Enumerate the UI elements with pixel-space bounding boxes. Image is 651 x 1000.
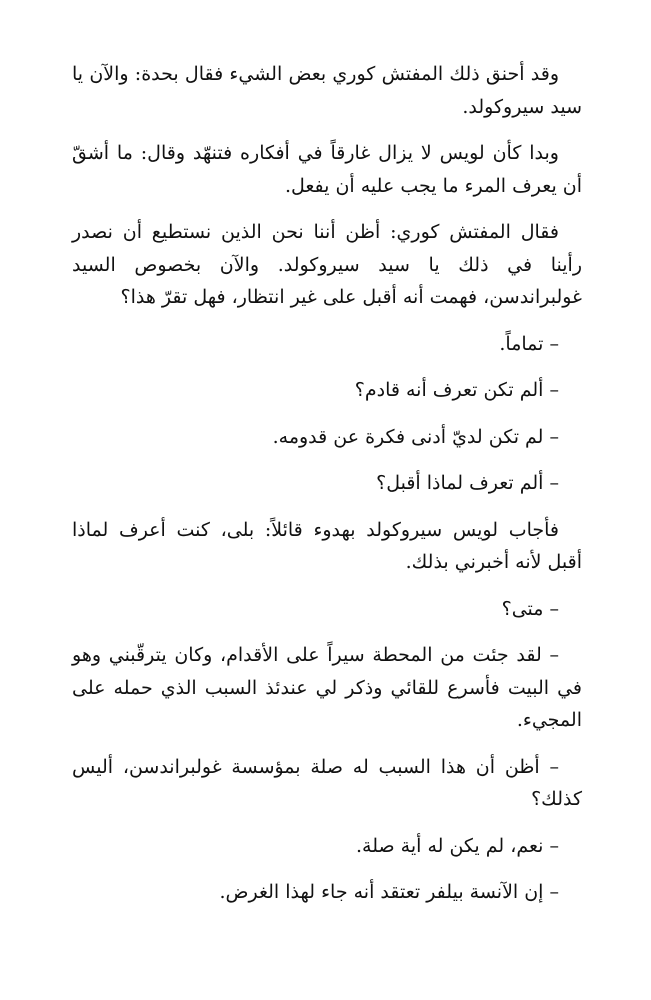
dialogue-line: – إن الآنسة بيلفر تعتقد أنه جاء لهذا الغرض. bbox=[219, 881, 559, 903]
paragraph: فقال المفتش كوري: أظن أننا نحن الذين نستطيع أن نصدر رأينا في ذلك يا سيد سيروكولد. والآن بخصوص السيد غولبراندسن، فهمت أنه أقبل على غير انتظار، فهل تقرّ هذا؟ bbox=[72, 221, 582, 308]
paragraph: وبدا كأن لويس لا يزال غارقاً في أفكاره فتنهّد وقال: ما أشقّ أن يعرف المرء ما يجب عليه أن يفعل. bbox=[72, 142, 582, 197]
dialogue-line: – نعم، لم يكن له أية صلة. bbox=[355, 834, 559, 857]
dialogue-line: – ألم تعرف لماذا أقبل؟ bbox=[376, 472, 559, 494]
paragraph: فأجاب لويس سيروكولد بهدوء قائلاً: بلى، كنت أعرف لماذا أقبل لأنه أخبرني بذلك. bbox=[72, 518, 582, 573]
book-page-text bbox=[72, 58, 582, 923]
dialogue-line: – ألم تكن تعرف أنه قادم؟ bbox=[354, 379, 559, 401]
paragraph: وقد أحنق ذلك المفتش كوري بعض الشيء فقال بحدة: والآن يا سيد سيروكولد. bbox=[72, 63, 582, 118]
dialogue-line: – أظن أن هذا السبب له صلة بمؤسسة غولبراندسن، أليس كذلك؟ bbox=[72, 755, 582, 810]
dialogue-line: – لم تكن لديّ أدنى فكرة عن قدومه. bbox=[272, 425, 559, 448]
dialogue-line: – لقد جئت من المحطة سيراً على الأقدام، وكان يترقّبني وهو في البيت فأسرع للقائي وذكر لي عندئذ السبب الذي حمله على المجيء. bbox=[72, 644, 582, 731]
dialogue-line: – متى؟ bbox=[501, 597, 559, 620]
dialogue-line: – تماماً. bbox=[499, 332, 559, 355]
